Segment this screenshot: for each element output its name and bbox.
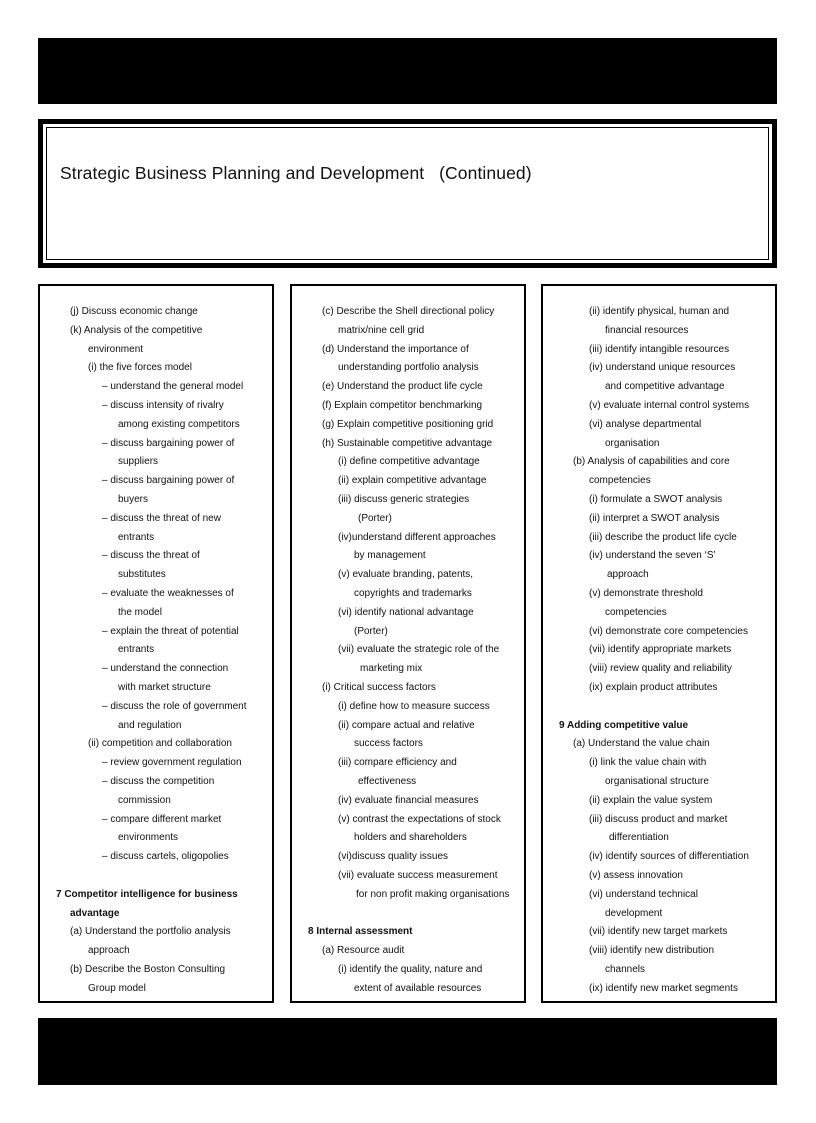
- syllabus-line: (vii) evaluate success measurement: [338, 869, 498, 881]
- title-box: [38, 119, 777, 268]
- syllabus-line: (i) define how to measure success: [338, 700, 490, 712]
- syllabus-line: – discuss intensity of rivalry: [102, 399, 224, 411]
- syllabus-line: entrants: [118, 644, 155, 656]
- syllabus-line: environments: [118, 832, 179, 844]
- syllabus-line: Group model: [88, 982, 146, 994]
- syllabus-line: competencies: [589, 475, 651, 487]
- syllabus-line: (i) the five forces model: [88, 362, 192, 374]
- section-heading: 8 Internal assessment: [308, 926, 413, 938]
- syllabus-line: extent of available resources: [354, 982, 482, 994]
- syllabus-line: (v) demonstrate threshold: [589, 587, 703, 599]
- syllabus-line: – understand the general model: [102, 381, 244, 393]
- syllabus-line: – discuss bargaining power of: [102, 475, 235, 487]
- syllabus-line: (viii) review quality and reliability: [589, 663, 732, 675]
- syllabus-line: among existing competitors: [118, 418, 240, 430]
- syllabus-line: (Porter): [354, 625, 388, 637]
- blank-line: [543, 698, 775, 717]
- syllabus-line: buyers: [118, 493, 149, 505]
- syllabus-line: (vi) understand technical: [589, 888, 698, 900]
- syllabus-line: (vi) identify national advantage: [338, 606, 474, 618]
- syllabus-line: (ix) identify new market segments: [589, 982, 738, 994]
- syllabus-line: (iii) discuss generic strategies: [338, 493, 470, 505]
- syllabus-line: (h) Sustainable competitive advantage: [322, 437, 493, 449]
- header-band: [38, 38, 777, 104]
- syllabus-line: (v) assess innovation: [589, 869, 683, 881]
- syllabus-line: (i) identify the quality, nature and: [338, 963, 483, 975]
- syllabus-line: (ii) explain the value system: [589, 794, 713, 806]
- syllabus-line: environment: [88, 343, 144, 355]
- syllabus-line: (Porter): [358, 512, 392, 524]
- syllabus-line: (viii) identify new distribution: [589, 945, 715, 957]
- syllabus-line: for non profit making organisations: [356, 888, 510, 900]
- syllabus-line: (a) Understand the portfolio analysis: [70, 926, 231, 938]
- syllabus-line: (v) contrast the expectations of stock: [338, 813, 501, 825]
- syllabus-line: and competitive advantage: [605, 381, 725, 393]
- syllabus-line: channels: [605, 963, 646, 975]
- syllabus-line: (iii) compare efficiency and: [338, 757, 457, 769]
- syllabus-line: (v) evaluate internal control systems: [589, 399, 750, 411]
- syllabus-line: – discuss bargaining power of: [102, 437, 235, 449]
- syllabus-line: (ii) identify physical, human and: [589, 306, 730, 317]
- syllabus-line: (iv) identify sources of differentiation: [589, 851, 749, 863]
- syllabus-line: approach: [607, 569, 649, 581]
- section-heading: advantage: [70, 907, 120, 919]
- syllabus-line: development: [605, 907, 663, 919]
- blank-line: [40, 867, 272, 886]
- content-column-2: [290, 284, 526, 1003]
- section-heading: 7 Competitor intelligence for business: [56, 888, 238, 900]
- syllabus-line: – discuss the role of government: [102, 700, 247, 712]
- syllabus-line: organisation: [605, 437, 660, 449]
- syllabus-line: (i) link the value chain with: [589, 757, 707, 769]
- syllabus-line: (iv) understand unique resources: [589, 362, 736, 374]
- syllabus-line: success factors: [354, 738, 423, 750]
- syllabus-line: (i) Critical success factors: [322, 681, 436, 693]
- syllabus-line: (g) Explain competitive positioning grid: [322, 418, 494, 430]
- syllabus-line: (ii) interpret a SWOT analysis: [589, 512, 720, 524]
- syllabus-line: (iv) evaluate financial measures: [338, 794, 479, 806]
- syllabus-line: (b) Analysis of capabilities and core: [573, 456, 730, 468]
- syllabus-line: – discuss the threat of new: [102, 512, 221, 524]
- syllabus-line: (a) Resource audit: [322, 945, 405, 957]
- syllabus-line: (vii) identify new target markets: [589, 926, 728, 938]
- syllabus-line: effectiveness: [358, 775, 417, 787]
- syllabus-line: – discuss cartels, oligopolies: [102, 851, 229, 863]
- content-column-1: [38, 284, 274, 1003]
- syllabus-line: approach: [88, 945, 130, 957]
- syllabus-line: competencies: [605, 606, 667, 618]
- syllabus-line: (j) Discuss economic change: [70, 306, 198, 317]
- syllabus-line: (a) Understand the value chain: [573, 738, 710, 750]
- syllabus-line: substitutes: [118, 569, 166, 581]
- syllabus-line: (f) Explain competitor benchmarking: [322, 399, 483, 411]
- page-title: Strategic Business Planning and Development (Continued): [60, 163, 532, 183]
- syllabus-line: with market structure: [118, 681, 211, 693]
- syllabus-line: differentiation: [609, 832, 669, 844]
- syllabus-line: (d) Understand the importance of: [322, 343, 469, 355]
- syllabus-line: (iv)understand different approaches: [338, 531, 496, 543]
- syllabus-line: the model: [118, 606, 162, 618]
- syllabus-line: copyrights and trademarks: [354, 587, 472, 599]
- title-box-inner-border: [46, 127, 769, 260]
- blank-line: [292, 905, 524, 924]
- syllabus-line: – review government regulation: [102, 757, 242, 769]
- syllabus-line: (iii) identify intangible resources: [589, 343, 730, 355]
- syllabus-line: (c) Describe the Shell directional policy: [322, 306, 495, 317]
- syllabus-line: matrix/nine cell grid: [338, 324, 425, 336]
- syllabus-line: (iii) describe the product life cycle: [589, 531, 737, 543]
- content-column-3: [541, 284, 777, 1003]
- section-heading: 9 Adding competitive value: [559, 719, 689, 731]
- syllabus-line: and regulation: [118, 719, 182, 731]
- syllabus-line: marketing mix: [360, 663, 423, 675]
- syllabus-line: (ii) competition and collaboration: [88, 738, 232, 750]
- syllabus-line: financial resources: [605, 324, 689, 336]
- syllabus-line: (vii) identify appropriate markets: [589, 644, 732, 656]
- syllabus-line: (iv) understand the seven ‘S’: [589, 550, 716, 562]
- syllabus-line: (vii) evaluate the strategic role of the: [338, 644, 500, 656]
- syllabus-line: – evaluate the weaknesses of: [102, 587, 234, 599]
- syllabus-line: organisational structure: [605, 775, 709, 787]
- syllabus-line: (ii) explain competitive advantage: [338, 475, 487, 487]
- syllabus-line: (k) Analysis of the competitive: [70, 324, 203, 336]
- syllabus-line: suppliers: [118, 456, 159, 468]
- syllabus-line: (iii) discuss product and market: [589, 813, 728, 825]
- syllabus-line: entrants: [118, 531, 155, 543]
- syllabus-line: (ix) explain product attributes: [589, 681, 718, 693]
- syllabus-line: (i) formulate a SWOT analysis: [589, 493, 723, 505]
- syllabus-line: – discuss the competition: [102, 775, 215, 787]
- syllabus-line: (b) Describe the Boston Consulting: [70, 963, 226, 975]
- syllabus-line: – understand the connection: [102, 663, 229, 675]
- syllabus-line: – explain the threat of potential: [102, 625, 239, 637]
- syllabus-line: – compare different market: [102, 813, 222, 825]
- syllabus-line: understanding portfolio analysis: [338, 362, 479, 374]
- syllabus-line: (i) define competitive advantage: [338, 456, 480, 468]
- footer-band: [38, 1018, 777, 1085]
- syllabus-line: commission: [118, 794, 171, 806]
- syllabus-line: (vi) demonstrate core competencies: [589, 625, 748, 637]
- syllabus-line: (e) Understand the product life cycle: [322, 381, 483, 393]
- syllabus-line: (vi)discuss quality issues: [338, 851, 449, 863]
- syllabus-line: (v) evaluate branding, patents,: [338, 569, 474, 581]
- syllabus-line: (ii) compare actual and relative: [338, 719, 475, 731]
- syllabus-line: by management: [354, 550, 426, 562]
- syllabus-line: – discuss the threat of: [102, 550, 200, 562]
- syllabus-line: holders and shareholders: [354, 832, 467, 844]
- syllabus-line: (vi) analyse departmental: [589, 418, 702, 430]
